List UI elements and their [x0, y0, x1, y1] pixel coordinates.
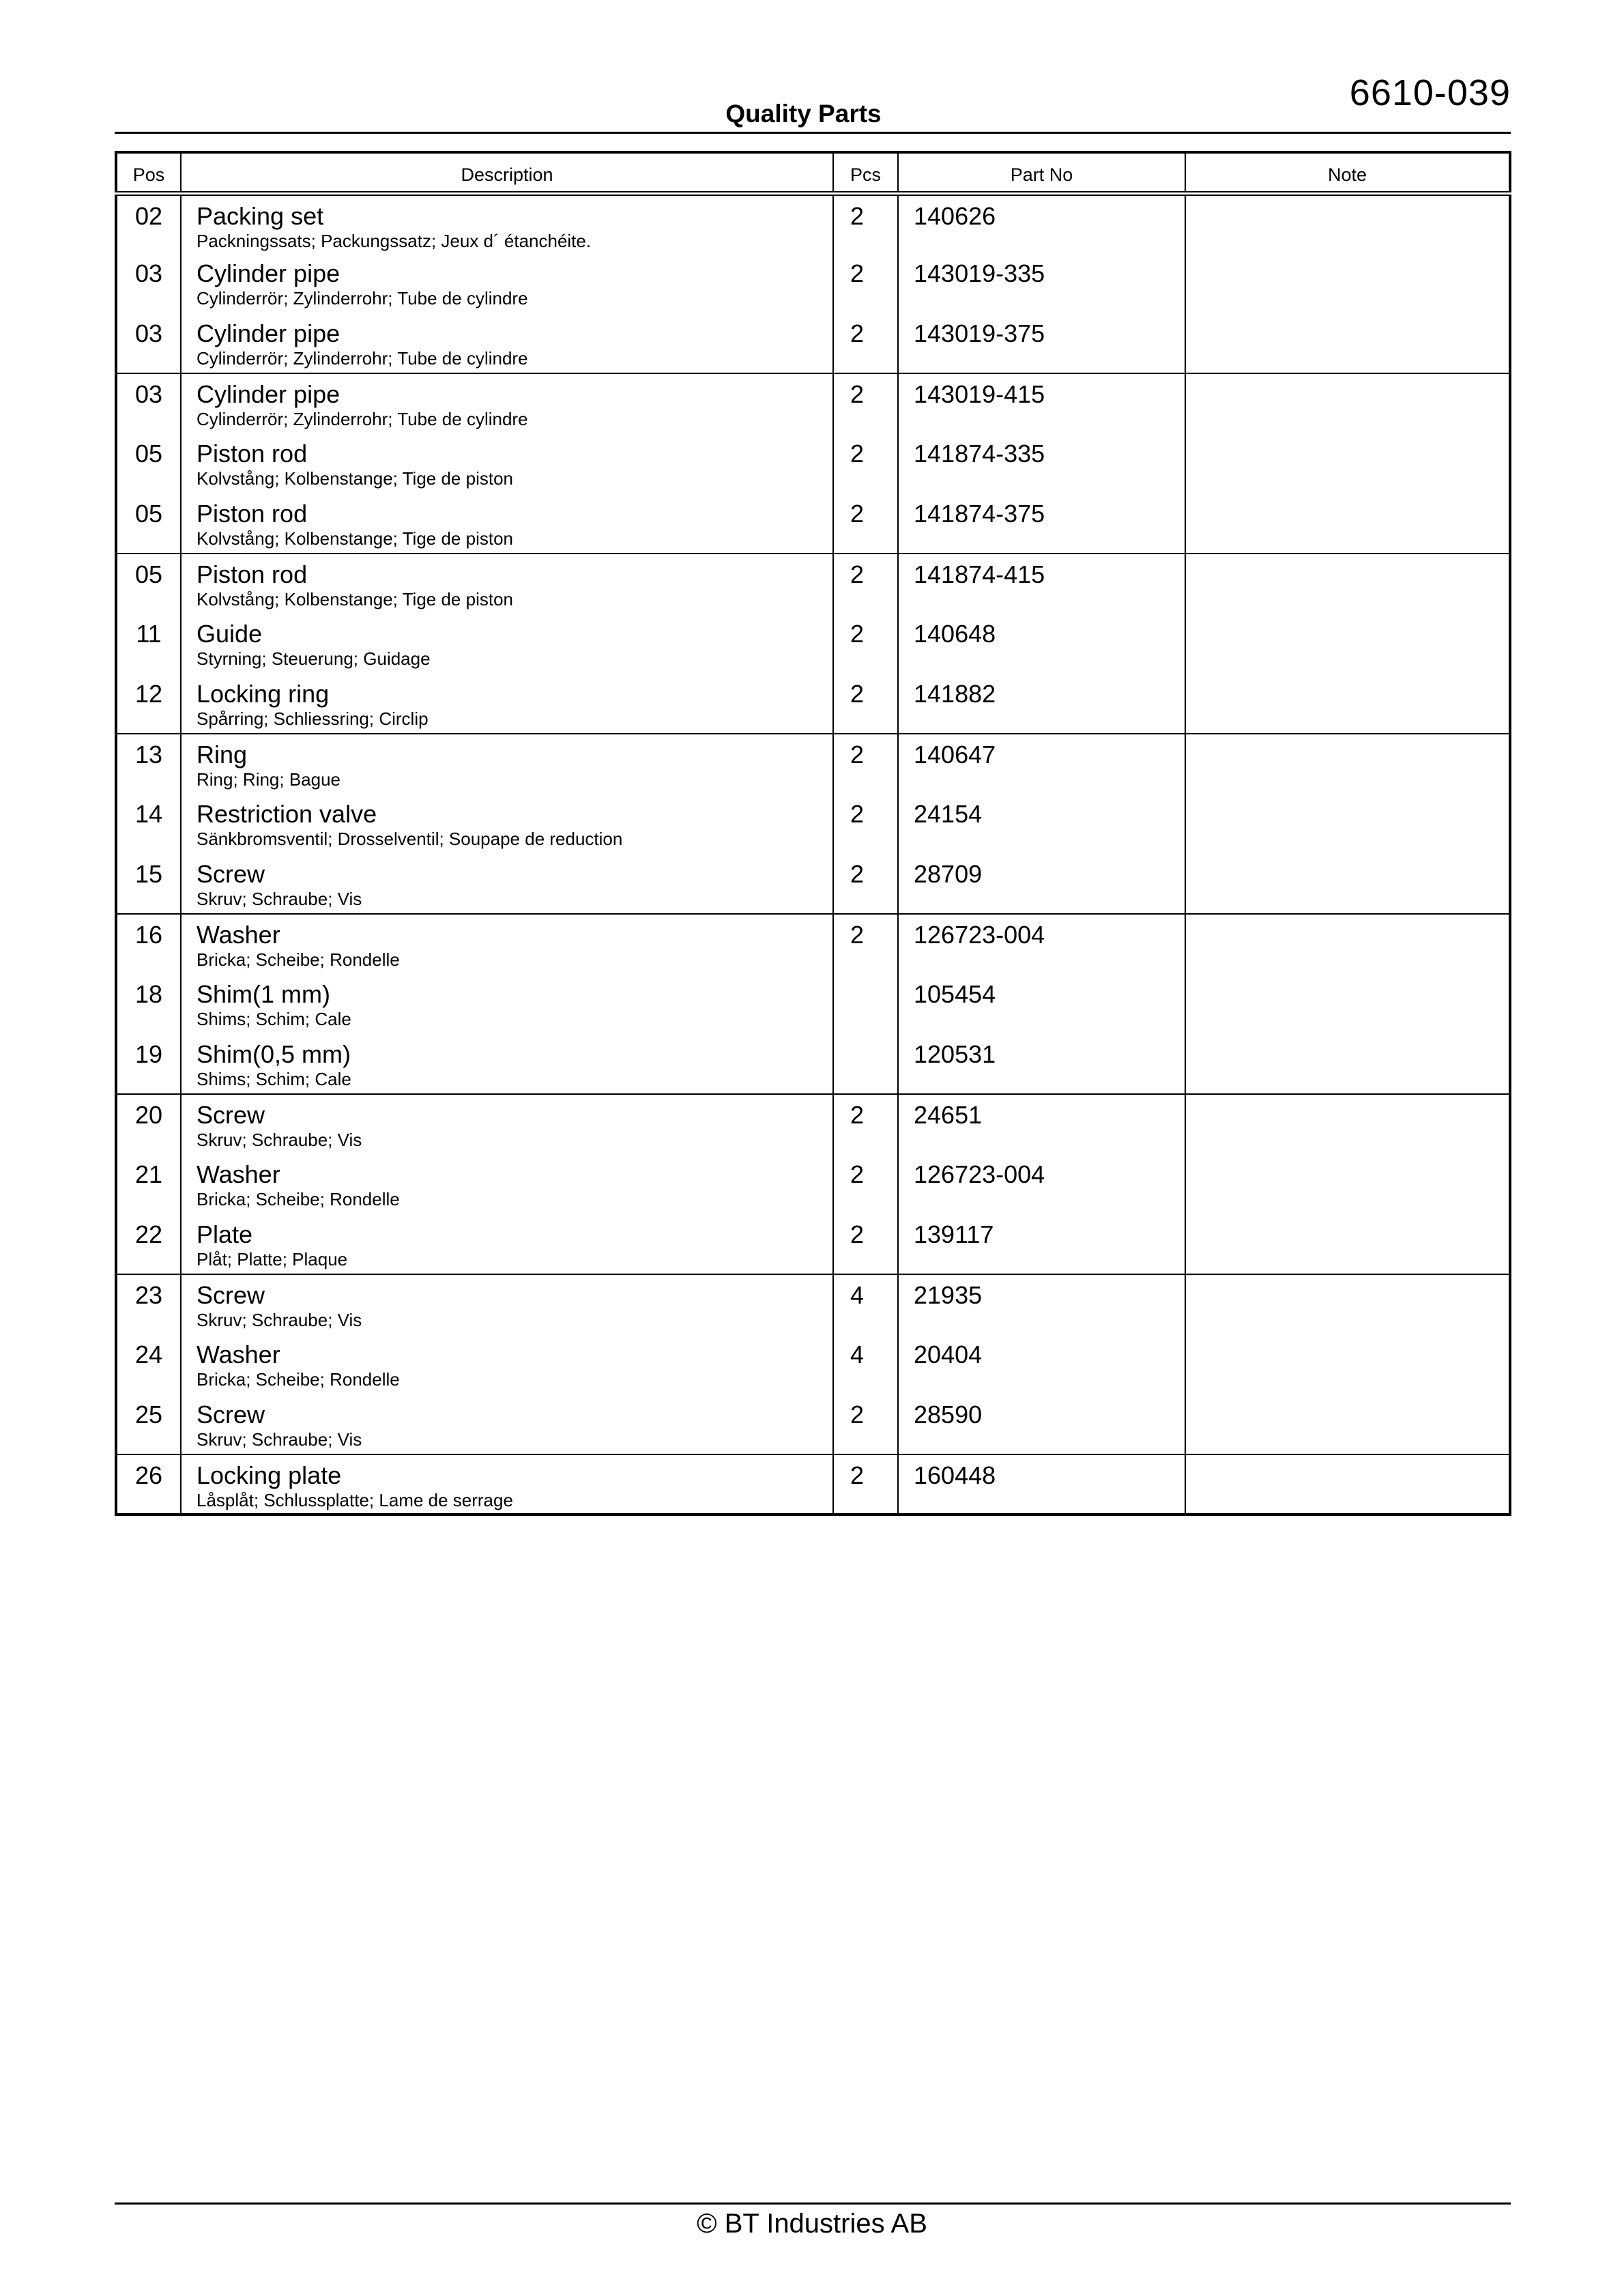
column-header-pcs: Pcs — [833, 152, 898, 193]
part-name: Washer — [197, 1340, 280, 1368]
cell-pcs: 2 — [833, 193, 898, 253]
table-row — [116, 493, 1510, 554]
cell-note — [1185, 313, 1510, 373]
cell-pos: 11 — [116, 614, 181, 674]
column-header-description: Description — [181, 152, 833, 193]
cell-part-no: 126723-004 — [898, 914, 1185, 974]
cell-description — [181, 914, 833, 974]
cell-part-no: 140626 — [898, 193, 1185, 253]
cell-pcs: 2 — [833, 1094, 898, 1154]
part-translations: Låsplåt; Schlussplatte; Lame de serrage — [197, 1490, 513, 1510]
cell-description — [181, 433, 833, 493]
cell-pos: 03 — [116, 253, 181, 313]
cell-description — [181, 373, 833, 433]
part-translations: Spårring; Schliessring; Circlip — [197, 708, 429, 729]
cell-pcs: 2 — [833, 373, 898, 433]
part-name: Cylinder pipe — [197, 259, 340, 287]
table-row — [116, 1274, 1510, 1334]
cell-note — [1185, 674, 1510, 734]
cell-note — [1185, 253, 1510, 313]
table-row — [116, 794, 1510, 854]
part-translations: Cylinderrör; Zylinderrohr; Tube de cylindre — [197, 288, 528, 308]
cell-pcs: 2 — [833, 794, 898, 854]
cell-description — [181, 1394, 833, 1454]
table-row — [116, 1094, 1510, 1154]
table-row — [116, 1454, 1510, 1515]
cell-description — [181, 1154, 833, 1214]
cell-description — [181, 614, 833, 674]
part-name: Piston rod — [197, 500, 308, 528]
table-row — [116, 614, 1510, 674]
cell-pcs — [833, 974, 898, 1034]
cell-note — [1185, 854, 1510, 914]
cell-pos: 15 — [116, 854, 181, 914]
cell-description — [181, 794, 833, 854]
cell-description — [181, 1274, 833, 1334]
cell-pcs: 2 — [833, 914, 898, 974]
cell-note — [1185, 433, 1510, 493]
cell-description — [181, 313, 833, 373]
cell-part-no: 143019-375 — [898, 313, 1185, 373]
cell-pos: 24 — [116, 1334, 181, 1394]
part-name: Shim(0,5 mm) — [197, 1040, 351, 1068]
cell-part-no: 24651 — [898, 1094, 1185, 1154]
table-row — [116, 373, 1510, 433]
part-translations: Shims; Schim; Cale — [197, 1069, 351, 1089]
part-name: Guide — [197, 620, 263, 648]
parts-table-body — [116, 193, 1510, 1515]
cell-pcs: 2 — [833, 1154, 898, 1214]
part-translations: Ring; Ring; Bague — [197, 769, 341, 790]
cell-pcs: 2 — [833, 433, 898, 493]
cell-part-no: 24154 — [898, 794, 1185, 854]
table-row — [116, 674, 1510, 734]
column-header-pos: Pos — [116, 152, 181, 193]
part-name: Restriction valve — [197, 800, 377, 828]
part-name: Shim(1 mm) — [197, 980, 330, 1008]
cell-pos: 21 — [116, 1154, 181, 1214]
cell-pos: 26 — [116, 1454, 181, 1515]
cell-pcs: 2 — [833, 253, 898, 313]
cell-part-no: 105454 — [898, 974, 1185, 1034]
cell-pcs: 2 — [833, 734, 898, 794]
part-name: Piston rod — [197, 440, 308, 468]
part-translations: Shims; Schim; Cale — [197, 1009, 351, 1029]
cell-description — [181, 193, 833, 253]
part-translations: Skruv; Schraube; Vis — [197, 889, 362, 909]
table-row — [116, 433, 1510, 493]
cell-description — [181, 1034, 833, 1094]
part-translations: Kolvstång; Kolbenstange; Tige de piston — [197, 468, 513, 489]
cell-note — [1185, 554, 1510, 614]
part-name: Ring — [197, 741, 248, 769]
cell-note — [1185, 614, 1510, 674]
cell-pcs: 2 — [833, 1394, 898, 1454]
cell-note — [1185, 373, 1510, 433]
table-row — [116, 313, 1510, 373]
footer-divider — [115, 2202, 1511, 2205]
cell-pos: 03 — [116, 373, 181, 433]
cell-note — [1185, 1454, 1510, 1515]
cell-pos: 05 — [116, 554, 181, 614]
cell-part-no: 120531 — [898, 1034, 1185, 1094]
part-translations: Skruv; Schraube; Vis — [197, 1310, 362, 1330]
cell-note — [1185, 794, 1510, 854]
part-translations: Cylinderrör; Zylinderrohr; Tube de cylindre — [197, 409, 528, 429]
cell-pcs: 4 — [833, 1334, 898, 1394]
cell-description — [181, 554, 833, 614]
cell-pos: 16 — [116, 914, 181, 974]
page-title: Quality Parts — [725, 100, 882, 128]
part-translations: Plåt; Platte; Plaque — [197, 1249, 348, 1269]
cell-part-no: 141874-335 — [898, 433, 1185, 493]
cell-pos: 25 — [116, 1394, 181, 1454]
parts-table — [115, 151, 1511, 1516]
cell-pos: 20 — [116, 1094, 181, 1154]
cell-pcs: 2 — [833, 493, 898, 554]
header-divider — [115, 132, 1511, 134]
cell-description — [181, 674, 833, 734]
cell-pcs: 2 — [833, 1214, 898, 1274]
part-name: Screw — [197, 1101, 265, 1129]
part-translations: Bricka; Scheibe; Rondelle — [197, 949, 400, 970]
cell-description — [181, 1454, 833, 1515]
cell-note — [1185, 1334, 1510, 1394]
column-header-note: Note — [1185, 152, 1510, 193]
table-row — [116, 914, 1510, 974]
part-name: Locking ring — [197, 680, 330, 708]
part-translations: Skruv; Schraube; Vis — [197, 1130, 362, 1150]
table-row — [116, 1394, 1510, 1454]
cell-part-no: 160448 — [898, 1454, 1185, 1515]
cell-part-no: 143019-335 — [898, 253, 1185, 313]
part-name: Piston rod — [197, 560, 308, 588]
column-header-part-no: Part No — [898, 152, 1185, 193]
document-number: 6610-039 — [1349, 72, 1511, 113]
cell-part-no: 28709 — [898, 854, 1185, 914]
part-name: Screw — [197, 860, 265, 888]
part-translations: Bricka; Scheibe; Rondelle — [197, 1189, 400, 1209]
cell-note — [1185, 1034, 1510, 1094]
cell-pcs: 2 — [833, 674, 898, 734]
cell-description — [181, 1094, 833, 1154]
cell-part-no: 28590 — [898, 1394, 1185, 1454]
table-row — [116, 554, 1510, 614]
cell-pcs: 2 — [833, 614, 898, 674]
part-translations: Sänkbromsventil; Drosselventil; Soupape de reduction — [197, 829, 623, 849]
cell-pcs: 2 — [833, 554, 898, 614]
part-name: Screw — [197, 1401, 265, 1429]
cell-part-no: 21935 — [898, 1274, 1185, 1334]
cell-note — [1185, 734, 1510, 794]
cell-note — [1185, 493, 1510, 554]
cell-pcs: 4 — [833, 1274, 898, 1334]
copyright-notice: © BT Industries AB — [697, 2209, 927, 2239]
table-row — [116, 1154, 1510, 1214]
table-row — [116, 253, 1510, 313]
cell-description — [181, 1214, 833, 1274]
cell-pcs: 2 — [833, 313, 898, 373]
cell-pos: 05 — [116, 433, 181, 493]
cell-description — [181, 854, 833, 914]
cell-note — [1185, 1154, 1510, 1214]
cell-pos: 03 — [116, 313, 181, 373]
cell-note — [1185, 1394, 1510, 1454]
part-translations: Bricka; Scheibe; Rondelle — [197, 1369, 400, 1390]
cell-pos: 14 — [116, 794, 181, 854]
cell-part-no: 143019-415 — [898, 373, 1185, 433]
cell-pos: 19 — [116, 1034, 181, 1094]
cell-note — [1185, 974, 1510, 1034]
cell-pcs: 2 — [833, 854, 898, 914]
cell-description — [181, 974, 833, 1034]
cell-pos: 02 — [116, 193, 181, 253]
table-row — [116, 974, 1510, 1034]
cell-part-no: 140647 — [898, 734, 1185, 794]
cell-part-no: 141874-415 — [898, 554, 1185, 614]
table-row — [116, 1034, 1510, 1094]
cell-part-no: 141874-375 — [898, 493, 1185, 554]
part-translations: Skruv; Schraube; Vis — [197, 1429, 362, 1450]
cell-description — [181, 493, 833, 554]
cell-part-no: 20404 — [898, 1334, 1185, 1394]
part-name: Packing set — [197, 201, 324, 230]
cell-pos: 23 — [116, 1274, 181, 1334]
table-row — [116, 1334, 1510, 1394]
part-name: Locking plate — [197, 1461, 342, 1489]
cell-part-no: 140648 — [898, 614, 1185, 674]
part-name: Washer — [197, 1160, 280, 1188]
table-row — [116, 1214, 1510, 1274]
cell-description — [181, 734, 833, 794]
table-row — [116, 193, 1510, 253]
part-name: Screw — [197, 1281, 265, 1309]
cell-note — [1185, 914, 1510, 974]
cell-pos: 12 — [116, 674, 181, 734]
cell-pos: 22 — [116, 1214, 181, 1274]
cell-note — [1185, 1214, 1510, 1274]
part-name: Washer — [197, 921, 280, 949]
cell-description — [181, 1334, 833, 1394]
cell-part-no: 139117 — [898, 1214, 1185, 1274]
table-row — [116, 854, 1510, 914]
cell-pcs: 2 — [833, 1454, 898, 1515]
table-header-row — [116, 152, 1510, 193]
part-translations: Cylinderrör; Zylinderrohr; Tube de cylindre — [197, 348, 528, 369]
cell-note — [1185, 193, 1510, 253]
part-translations: Styrning; Steuerung; Guidage — [197, 648, 431, 669]
part-name: Cylinder pipe — [197, 380, 340, 408]
part-name: Cylinder pipe — [197, 319, 340, 347]
part-translations: Packningssats; Packungssatz; Jeux d´ étanchéite. — [197, 230, 592, 251]
cell-part-no: 141882 — [898, 674, 1185, 734]
cell-part-no: 126723-004 — [898, 1154, 1185, 1214]
part-translations: Kolvstång; Kolbenstange; Tige de piston — [197, 589, 513, 609]
cell-pos: 05 — [116, 493, 181, 554]
part-translations: Kolvstång; Kolbenstange; Tige de piston — [197, 528, 513, 549]
cell-note — [1185, 1094, 1510, 1154]
cell-description — [181, 253, 833, 313]
cell-note — [1185, 1274, 1510, 1334]
cell-pos: 18 — [116, 974, 181, 1034]
table-row — [116, 734, 1510, 794]
part-name: Plate — [197, 1220, 253, 1248]
cell-pos: 13 — [116, 734, 181, 794]
cell-pcs — [833, 1034, 898, 1094]
